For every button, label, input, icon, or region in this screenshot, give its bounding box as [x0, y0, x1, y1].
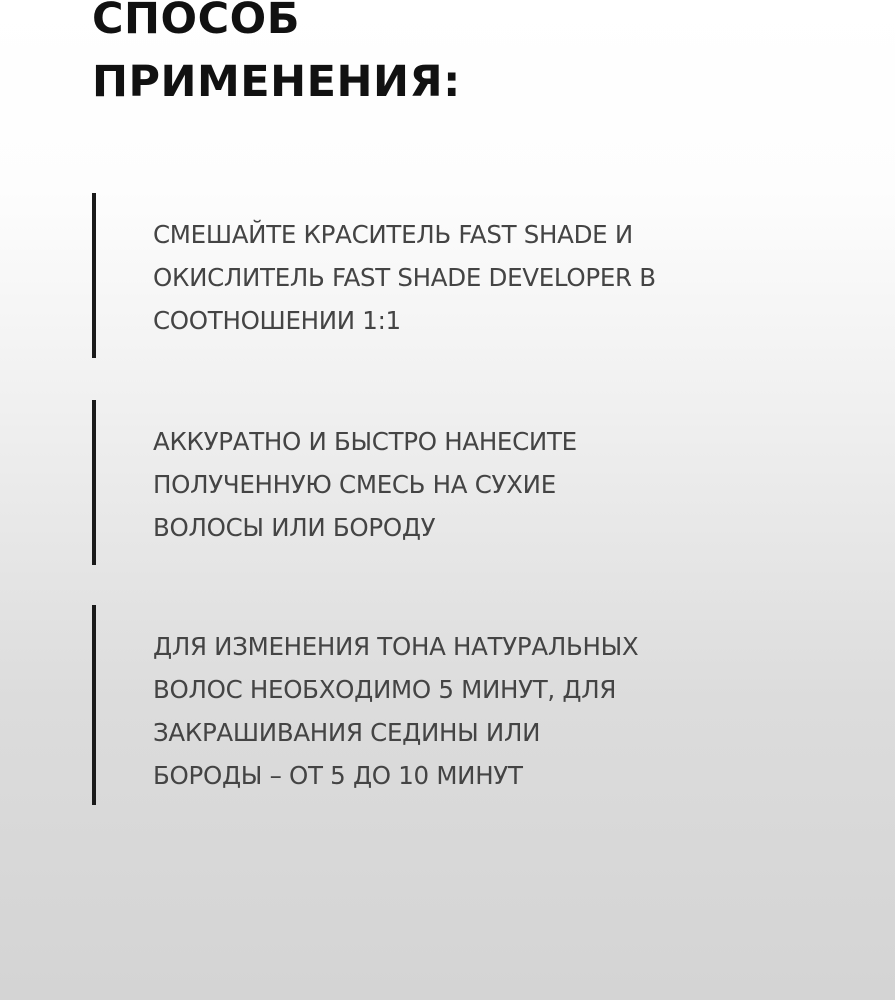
step-text: [153, 213, 656, 342]
step-text-line: ДЛЯ ИЗМЕНЕНИЯ ТОНА НАТУРАЛЬНЫХ: [153, 632, 639, 661]
step-text-line: СМЕШАЙТЕ КРАСИТЕЛЬ FAST SHADE И: [153, 220, 633, 249]
instruction-step-1: [92, 193, 812, 358]
step-text: [153, 625, 638, 797]
step-text-line: АККУРАТНО И БЫСТРО НАНЕСИТЕ: [153, 427, 577, 456]
step-text-line: СООТНОШЕНИИ 1:1: [153, 306, 401, 335]
step-text-line: ВОЛОСЫ ИЛИ БОРОДУ: [153, 513, 436, 542]
step-text-line: ВОЛОС НЕОБХОДИМО 5 МИНУТ, ДЛЯ: [153, 675, 617, 704]
step-text-line: ОКИСЛИТЕЛЬ FAST SHADE DEVELOPER В: [153, 263, 656, 292]
step-text: [153, 420, 577, 549]
instruction-step-2: [92, 400, 812, 565]
instruction-step-3: [92, 605, 812, 805]
step-text-line: ПОЛУЧЕННУЮ СМЕСЬ НА СУХИЕ: [153, 470, 556, 499]
page-title-line: ПРИМЕНЕНИЯ:: [92, 57, 461, 107]
step-divider-bar: [92, 193, 96, 358]
step-divider-bar: [92, 400, 96, 565]
page-title-line: СПОСОБ: [92, 0, 300, 44]
page-title: [92, 0, 461, 114]
step-divider-bar: [92, 605, 96, 805]
step-text-line: ЗАКРАШИВАНИЯ СЕДИНЫ ИЛИ: [153, 718, 541, 747]
step-text-line: БОРОДЫ – ОТ 5 ДО 10 МИНУТ: [153, 761, 523, 790]
